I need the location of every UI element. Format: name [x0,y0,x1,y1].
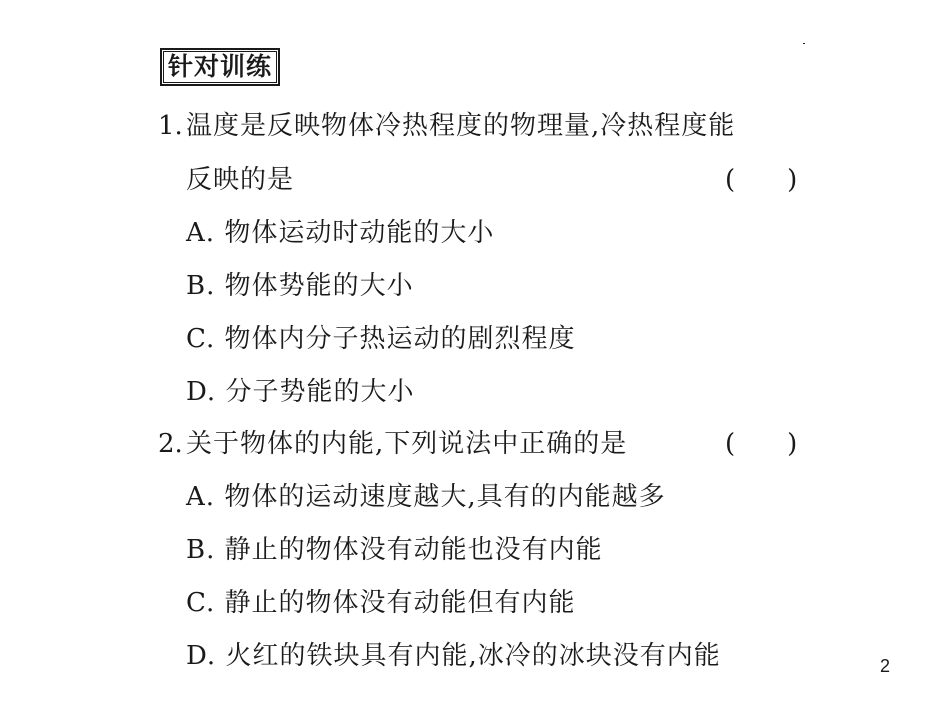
question-2-option-b [186,534,603,566]
question-2-option-d [186,640,721,672]
question-1-option-b [186,270,414,302]
option-text: 物体的运动速度越大,具有的内能越多 [224,482,666,512]
option-letter: C. [186,324,216,354]
question-1-number: 1. [158,111,183,141]
option-letter: D. [186,377,217,407]
question-1-stem-line-1: 温度是反映物体冷热程度的物理量,冷热程度能 [186,111,736,141]
question-1-option-c [186,323,576,355]
option-text: 物体内分子热运动的剧烈程度 [224,324,576,354]
option-letter: A. [186,482,216,512]
option-text: 分子势能的大小 [225,377,415,407]
option-text: 物体势能的大小 [224,271,414,301]
question-2-option-c [186,587,576,619]
option-letter: B. [186,535,216,565]
question-1-option-a [186,217,494,249]
question-1-option-d [186,376,414,408]
option-text: 静止的物体没有动能也没有内能 [224,535,603,565]
option-letter: D. [186,641,217,671]
question-2-answer-blank: ( ) [725,429,798,459]
option-text: 火红的铁块具有内能,冰冷的冰块没有内能 [225,641,721,671]
section-title: 针对训练 [160,48,280,86]
option-text: 静止的物体没有动能但有内能 [224,588,576,618]
question-2-stem-line-1: 关于物体的内能,下列说法中正确的是 [186,429,628,459]
option-letter: C. [186,588,216,618]
decorative-tick [803,43,805,44]
question-1-stem-line-2: 反映的是 [186,165,295,195]
question-1-answer-blank: ( ) [725,165,798,195]
question-2-number: 2. [158,429,183,459]
option-letter: B. [186,271,216,301]
option-text: 物体运动时动能的大小 [224,218,495,248]
question-2-option-a [186,481,666,513]
page-number: 2 [880,656,891,676]
option-letter: A. [186,218,216,248]
